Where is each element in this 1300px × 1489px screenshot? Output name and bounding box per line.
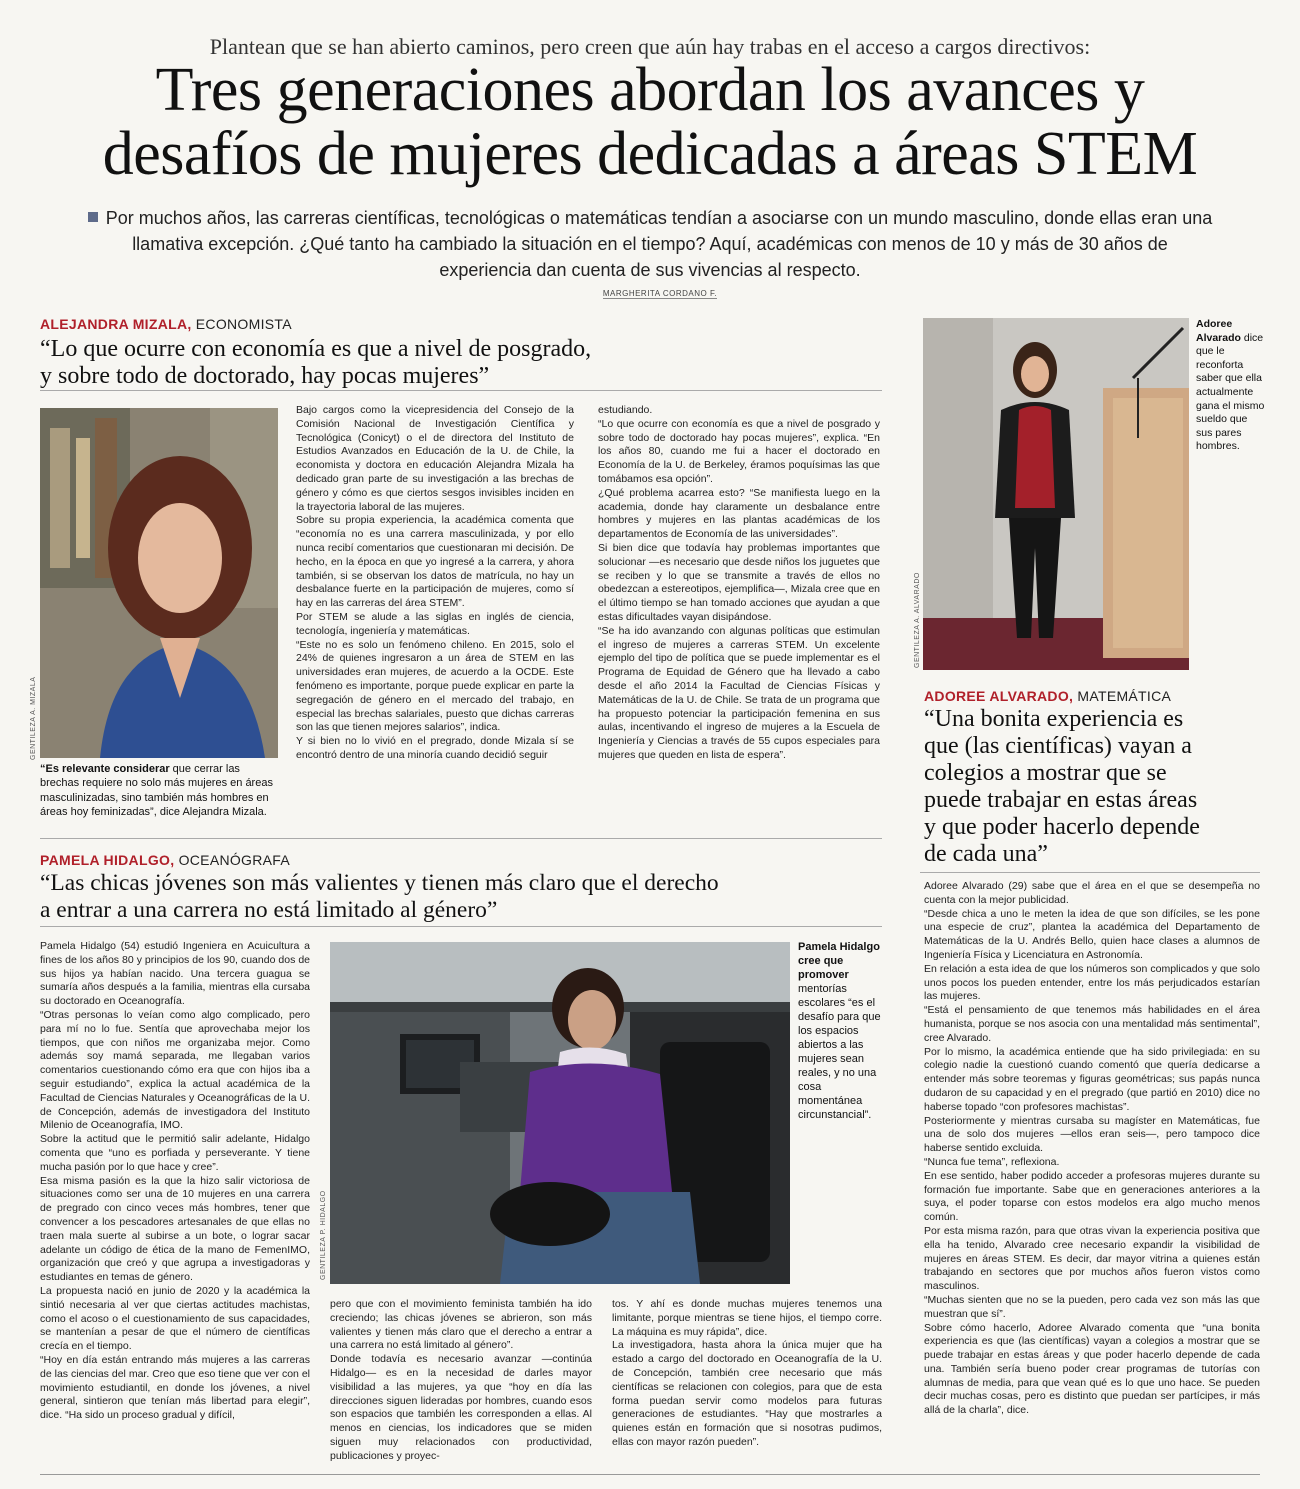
- mizala-name: ALEJANDRA MIZALA,: [40, 316, 192, 332]
- mizala-pull-quote: “Lo que ocurre con economía es que a nivel de posgrado, y sobre todo de doctorado, hay pocas mujeres”: [40, 336, 592, 389]
- hidalgo-role: OCEANÓGRAFA: [174, 852, 291, 868]
- headline-line-2: desafíos de mujeres dedicadas a áreas STEM: [102, 120, 1198, 188]
- alvarado-name: ADOREE ALVARADO,: [924, 688, 1074, 704]
- divider: [40, 926, 882, 927]
- headline-line-1: Tres generaciones abordan los avances y: [155, 56, 1145, 124]
- divider: [40, 390, 882, 391]
- alvarado-photo: [923, 318, 1189, 670]
- alvarado-photo-credit: GENTILEZA A. ALVARADO: [914, 572, 921, 668]
- lead-line-2: llamativa excepción. ¿Qué tanto ha cambiado la situación en el tiempo? Aquí, académicas con menos de 10 y más de 30 años de: [132, 234, 1168, 254]
- kicker: Plantean que se han abierto caminos, pero creen que aún hay trabas en el acceso a cargos directivos:: [209, 34, 1091, 59]
- hidalgo-column-1: Pamela Hidalgo (54) estudió Ingeniera en Acuicultura a fines de los años 80 y principios de los 90, cuando dos de sus hijos ya habían nacido. Una tercera guagua se sumaría años después a la familia, mientras ella cursaba su doctorado en Oceanografía. “Otras personas lo veían como algo complicado, pero para mí no lo fue. Sentía que aprovechaba mejor los tiempos, que con niños me organizaba mejor. Como además soy mamá separada, me llegaban varios comentarios cuestionando cómo era que con hijos iba a seguir estudiando”, explica la actual académica de la Facultad de Ciencias Naturales y Oceanográficas de la U. de Concepción, además de investigadora del Instituto Milenio de Oceanografía, IMO. Sobre la actitud que le permitió salir adelante, Hidalgo comenta que “uno es porfiada y perseverante. Y tiene mucha pasión por lo que hace y cree”. Esa misma pasión es la que la hizo salir victoriosa de situaciones como ser una de 10 mujeres en una carrera de pregrado con cinco veces más hombres, tener que convencer a los pescadores artesanales de que ellas no traen mala suerte al subirse a un bote, o lograr sacar adelante un código de ética de la mano de FemenIMO, organización que creó y que agrupa a investigadoras y estudiantes en temas de género. La propuesta nació en junio de 2020 y la académica la sintió necesaria al ver que ciertas actitudes machistas, como el acoso o el cuestionamiento de sus capacidades, se mantenían a pesar de que el número de científicas crecía en el tiempo. “Hoy en día están entrando más mujeres a las carreras de las ciencias del mar. Creo que eso tiene que ver con el movimiento estudiantil, en donde los jóvenes, a nivel general, sintieron que tenían más libertad para elegir”, dice. “Ha sido un proceso gradual y difícil,: [40, 940, 310, 1422]
- headline: [20, 58, 1280, 186]
- hidalgo-column-2: pero que con el movimiento feminista también ha ido creciendo; las chicas jóvenes se abrieron, son más valientes y tienen más claro que el derecho a entrar a una carrera no está limitado al género”. Donde todavía es necesario avanzar —continúa Hidalgo— es en la necesidad de darles mayor visibilidad a las mujeres, ya que “hoy en día las direcciones siguen lideradas por hombres, cuando esos son espacios que también les corresponden a ellas. Al menos en ciencias, los indicadores que se miden siguen muy relacionados con productividad, publicaciones y proyec-: [330, 1298, 592, 1462]
- hidalgo-section-label: [40, 852, 290, 868]
- byline: MARGHERITA CORDANO F.: [602, 289, 718, 298]
- mizala-role: ECONOMISTA: [191, 316, 292, 332]
- hidalgo-photo-credit: GENTILEZA P. HIDALGO: [320, 1190, 327, 1280]
- alvarado-body: Adoree Alvarado (29) sabe que el área en el que se desempeña no cuenta con la mejor publicidad. “Desde chica a uno le meten la idea de que son difíciles, se les pone una especie de cruz”, plantea la académica del Departamento de Matemáticas de la U. Andrés Bello, quien hace clases a alumnos de Ingeniería Física y Licenciatura en Astronomía. En relación a esta idea de que los números son complicados y que solo unos pocos los pueden entender, entre los más perjudicados estarían las mujeres. “Está el pensamiento de que tenemos más habilidades en el área humanista, porque se nos asocia con una mentalidad más sentimental”, cree Alvarado. Por lo mismo, la académica entiende que ha sido privilegiada: en su colegio nadie la cuestionó cuando comentó que quería dedicarse a entender más sobre teoremas y figuras geométricas; sus papás nunca dudaron de su capacidad y en el pregrado (que partió en 2010) dice no haberse topado “con profesores machistas”. Posteriormente y mientras cursaba su magíster en Matemáticas, fue una de solo dos mujeres —ellos eran seis—, pero tampoco dice haberse sentido excluida. “Nunca fue tema”, reflexiona. En ese sentido, haber podido acceder a profesoras mujeres durante su formación fue importante. Sabe que en generaciones anteriores a la suya, el poder toparse con estos modelos era algo mucho menos común. Por esta misma razón, para que otras vivan la experiencia positiva que ella ha tenido, Alvarado cree necesario expandir la visibilidad de mujeres en áreas STEM. Es decir, dar mayor vitrina a quienes están trabajando en sectores que por muchos años fueron vistos como masculinos. “Muchas sienten que no se la pueden, pero cada vez son más las que muestran que sí”. Sobre cómo hacerlo, Adoree Alvarado comenta que “una bonita experiencia es que (las científicas) vayan a colegios a mostrar que se puede trabajar en estas áreas y que poder hacerlo depende de cada una. También sería bueno poder crear programas de tutorías con alumnas de media, para que vean qué es lo que uno hace. Se pueden decir muchas cosas, pero es distinto que puedan ser partícipes, ir más allá de la charla”, dice.: [924, 880, 1260, 1417]
- bottom-rule: [40, 1474, 1260, 1475]
- mizala-section-label: [40, 316, 292, 332]
- divider: [920, 872, 1260, 873]
- hidalgo-photo: [330, 942, 790, 1284]
- lead-line-3: experiencia dan cuenta de sus vivencias al respecto.: [439, 260, 861, 280]
- mizala-column-1: Bajo cargos como la vicepresidencia del Consejo de la Comisión Nacional de Investigación Científica y Tecnológica (Conicyt) o el de directora del Instituto de Estudios Avanzados en Educación de la U. de Chile, la economista y doctora en educación Alejandra Mizala ha dedicado gran parte de su investigación a las brechas de género y cómo es que ciertos sesgos invisibles inciden en la trayectoria laboral de las mujeres. Sobre su propia experiencia, la académica comenta que “economía no es una carrera masculinizada, y por ello nunca recibí comentarios que cuestionaran mi decisión. De hecho, en la época en que yo ingresé a la carrera, y ahora también, si se observan los datos de matrícula, no hay un desbalance fuerte en la participación de mujeres, como sí hay en las carreras del área STEM”. Por STEM se alude a las siglas en inglés de ciencia, tecnología, ingeniería y matemáticas. “Este no es solo un fenómeno chileno. En 2015, solo el 24% de quienes ingresaron a un área de STEM en las universidades eran mujeres, de acuerdo a la OCDE. Este fenómeno es importante, porque puede explicar en parte la segregación de género en el mercado del trabajo, en especial las brechas salariales, puesto que dichas carreras son las que tienen mejores salarios”, indica. Y si bien no lo vivió en el pregrado, donde Mizala sí se encontró dentro de una minoría cuando decidió seguir: [296, 404, 574, 761]
- hidalgo-pull-quote: “Las chicas jóvenes son más valientes y tienen más claro que el derecho a entrar a una carrera no está limitado al género”: [40, 870, 719, 923]
- alvarado-role: MATEMÁTICA: [1073, 688, 1172, 704]
- mizala-caption: “Es relevante considerar que cerrar las brechas requiere no solo más mujeres en áreas masculinizadas, sino también más hombres en áreas hoy feminizadas”, dice Alejandra Mizala.: [40, 763, 273, 819]
- hidalgo-column-3: tos. Y ahí es donde muchas mujeres tenemos una limitante, porque mientras se tiene hijos, el tiempo corre. La máquina es muy rápida”, dice. La investigadora, hasta ahora la única mujer que ha estado a cargo del doctorado en Oceanografía de la U. de Concepción, también cree necesario que más científicas se relacionen con colegios, para que de esta forma puedan servir como modelos para futuras generaciones de estudiantes. “Hay que mostrarles a quienes están en formación que si nosotras pudimos, ellas con mayor razón pueden”.: [612, 1298, 882, 1448]
- alvarado-pull-quote: “Una bonita experiencia es que (las científicas) vayan a colegios a mostrar que se puede trabajar en estas áreas y que poder hacerlo depende de cada una”: [924, 706, 1200, 867]
- mizala-column-2: estudiando. “Lo que ocurre con economía es que a nivel de posgrado y sobre todo de doctorado hay pocas mujeres”, explica. “En los años 80, cuando me fui a hacer el doctorado en Economía de la U. de Berkeley, éramos poquísimas las que tomábamos esa opción”. ¿Qué problema acarrea esto? “Se manifiesta luego en la academia, donde hay claramente un desbalance entre hombres y mujeres en las plantas académicas de los departamentos de Economía de las universidades”. Si bien dice que todavía hay problemas importantes que solucionar —es necesario que desde niños los juguetes que se reciben y lo que se transmite a través de ellos no obedezcan a estereotipos, ejemplifica—, Mizala cree que en el último tiempo se han tomado acciones que ayudan a que estas dificultades vayan disipándose. “Se ha ido avanzando con algunas políticas que estimulan el ingreso de mujeres a carreras STEM. Un excelente ejemplo del tipo de política que se puede implementar es el Programa de Equidad de Género que ha llevado a cabo desde el año 2014 la Facultad de Ciencias Físicas y Matemáticas de la U. de Chile. Se trata de un programa que ha propuesto potenciar la participación femenina en sus aulas, incentivando el ingreso de mujeres a la Escuela de Ingeniería y Ciencias a través de 55 cupos especiales para mujeres que queden en lista de espera”.: [598, 404, 880, 761]
- mizala-photo: [40, 408, 278, 758]
- bullet-square-icon: [88, 212, 98, 222]
- lead-line-1: Por muchos años, las carreras científicas, tecnológicas o matemáticas tendían a asociarse con un mundo masculino, donde ellas eran una: [105, 208, 1213, 228]
- mizala-photo-credit: GENTILEZA A. MIZALA: [30, 676, 37, 760]
- alvarado-section-label: [924, 688, 1171, 704]
- hidalgo-name: PAMELA HIDALGO,: [40, 852, 175, 868]
- hidalgo-caption: Pamela Hidalgo cree que promover mentorías escolares “es el desafío para que los espacios abiertos a las mujeres sean reales, y no una cosa momentánea circunstancial”.: [798, 941, 881, 1121]
- alvarado-caption: Adoree Alvarado dice que le reconforta saber que ella actualmente gana el mismo sueldo que sus pares hombres.: [1196, 318, 1265, 453]
- divider: [40, 838, 882, 839]
- lead-paragraph: [40, 205, 1260, 283]
